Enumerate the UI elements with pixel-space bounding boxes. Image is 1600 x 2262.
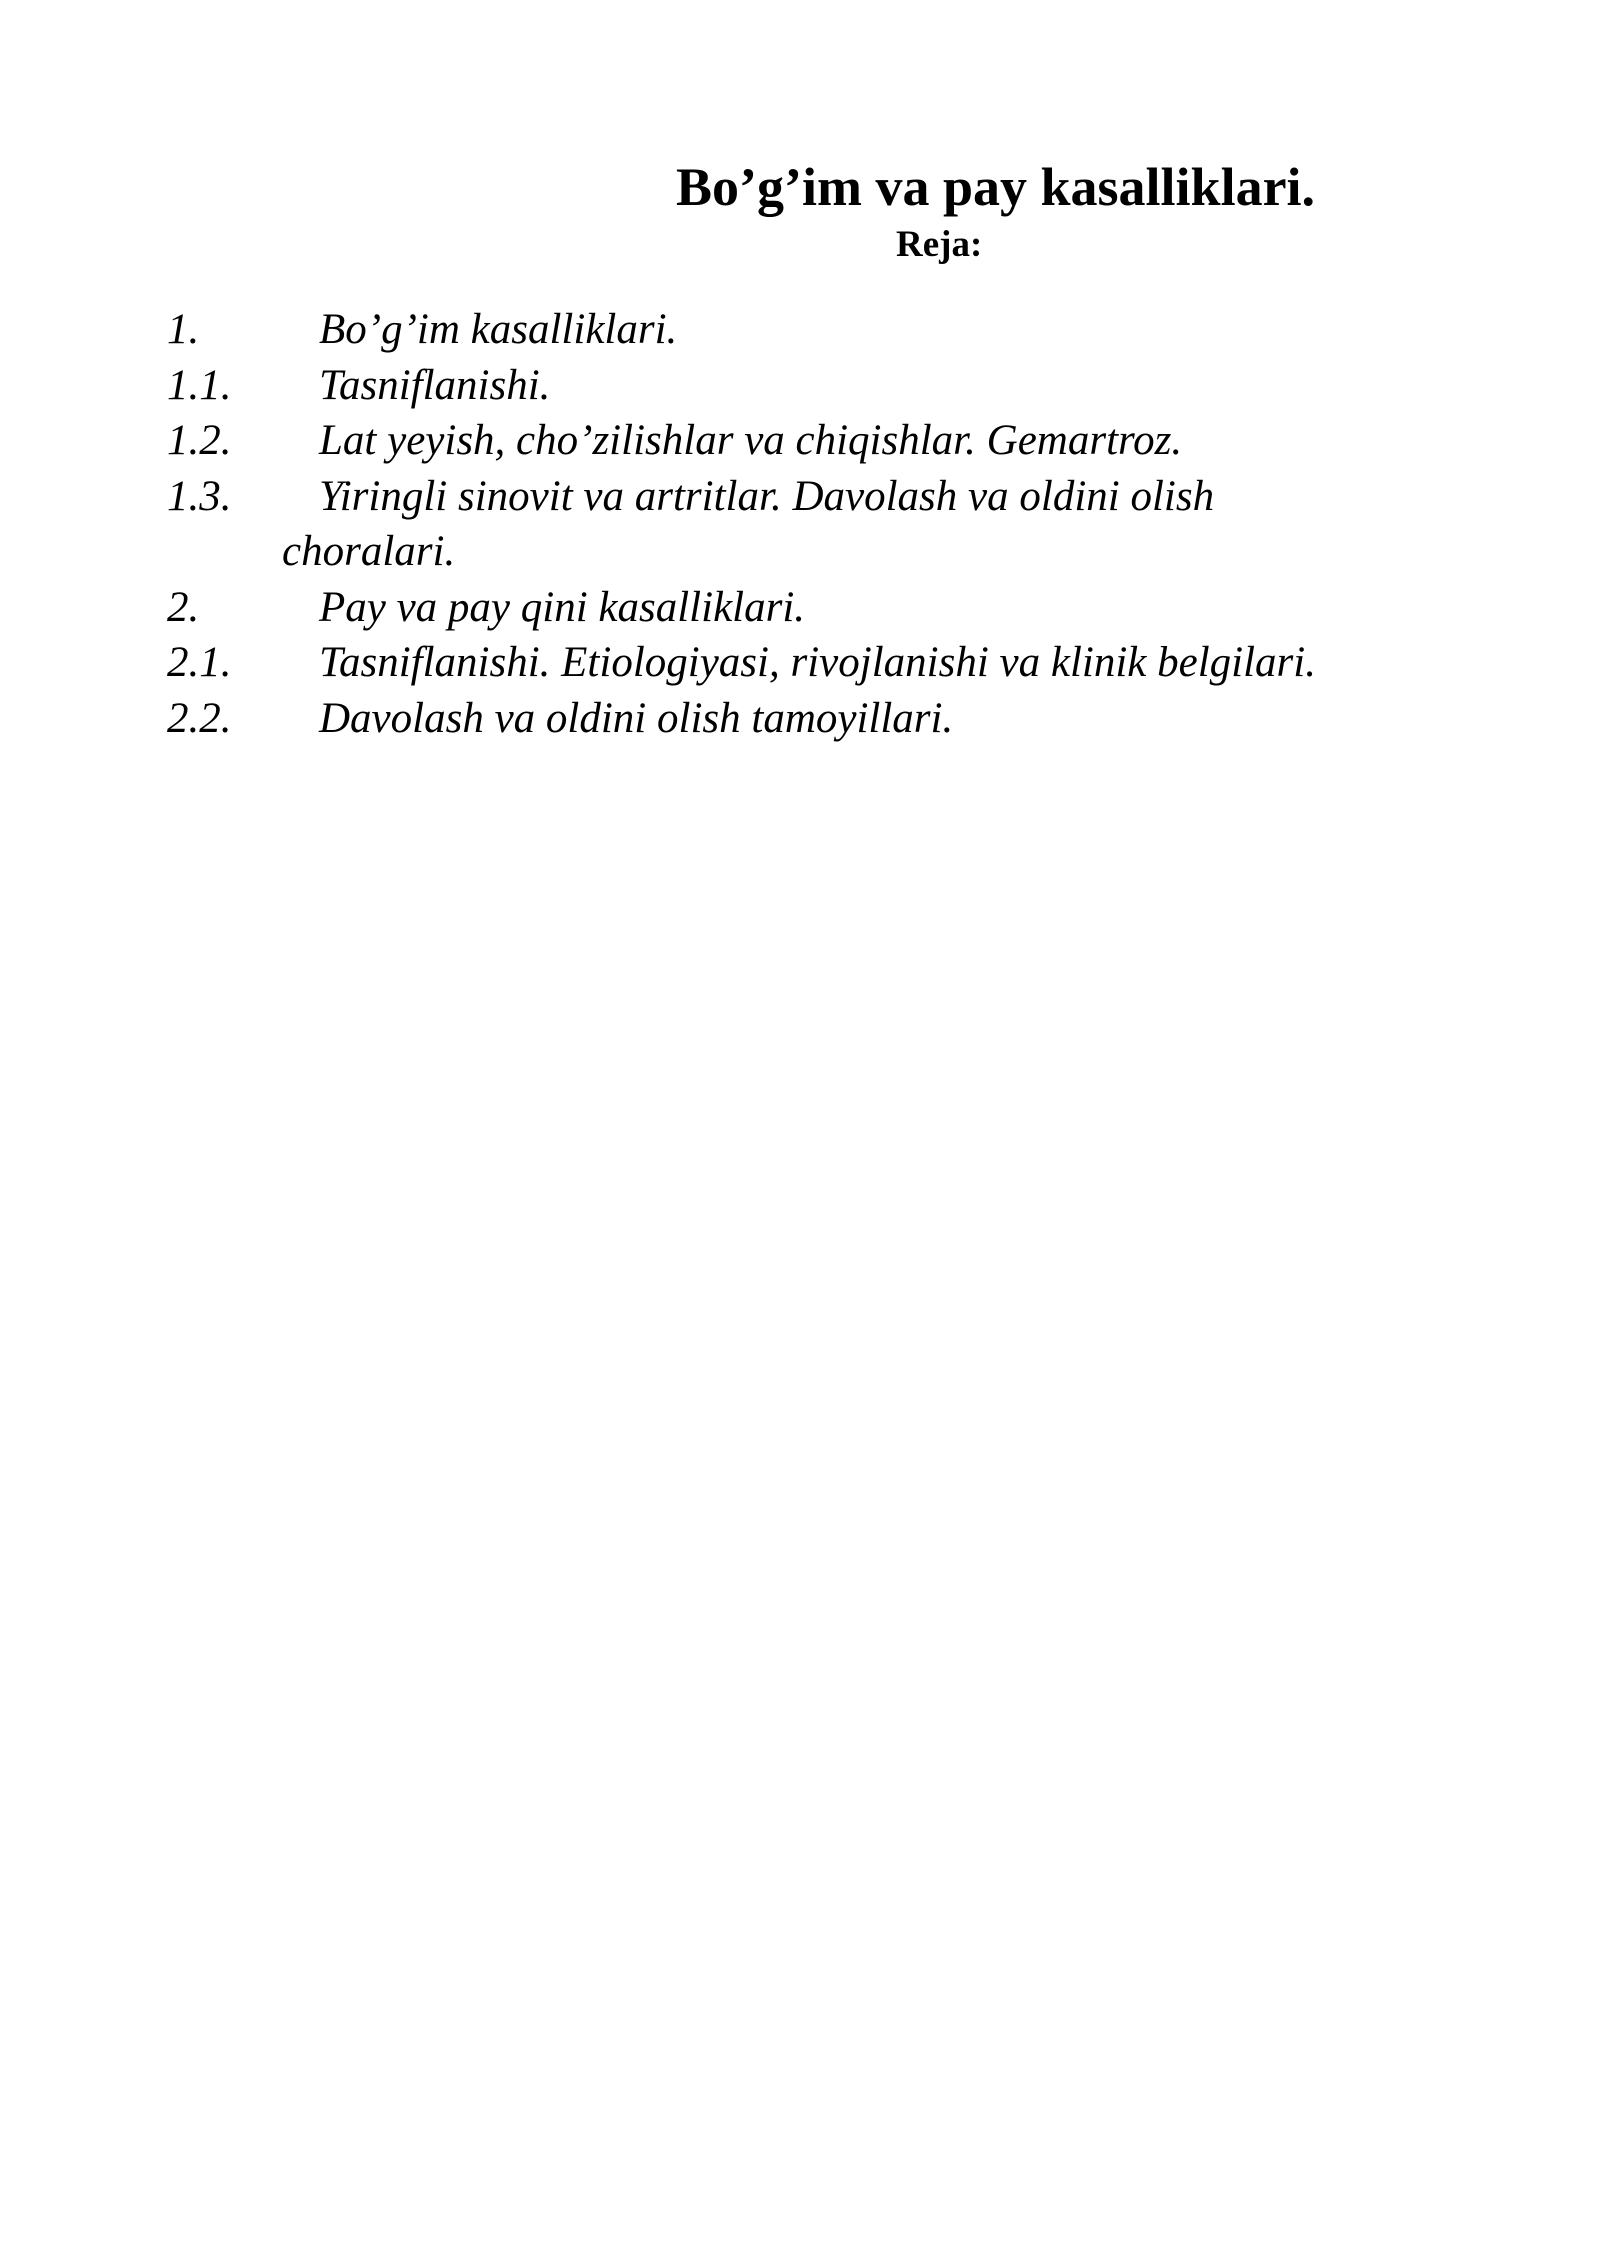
plan-item-text: Davolash va oldini olish tamoyillari. <box>319 694 954 742</box>
plan-item-text: Tasniflanishi. Etiologiyasi, rivojlanishi va klinik belgilari. <box>319 639 1316 686</box>
plan-item-text: Pay va pay qini kasalliklari. <box>319 583 806 631</box>
plan-item-number: 2.1. <box>167 639 232 686</box>
plan-item-number: 2. <box>167 583 200 631</box>
plan-item-number: 1.3. <box>167 472 232 520</box>
plan-item <box>167 302 1467 358</box>
plan-item-first-line <box>167 469 1467 525</box>
plan-item-text-continuation: choralari. <box>282 528 456 575</box>
plan-item <box>167 691 1467 747</box>
plan-item <box>167 580 1467 636</box>
plan-item-number: 1. <box>167 306 200 353</box>
plan-list <box>167 302 1467 746</box>
plan-item-text: Yiringli sinovit va artritlar. Davolash va oldini olish <box>319 472 1215 520</box>
plan-item <box>167 635 1467 691</box>
plan-heading: Reja: <box>896 224 983 265</box>
document-title: Bo’g’im va pay kasalliklari. <box>676 157 1316 217</box>
plan-item <box>167 413 1467 469</box>
plan-item <box>167 358 1467 414</box>
plan-item-text: Lat yeyish, cho’zilishlar va chiqishlar. Gemartroz. <box>319 417 1183 464</box>
plan-item-text: Tasniflanishi. <box>319 361 551 409</box>
plan-item-number: 2.2. <box>167 694 232 742</box>
plan-item-number: 1.2. <box>167 417 232 464</box>
plan-item <box>167 469 1467 580</box>
plan-item-text: Bo’g’im kasalliklari. <box>319 306 678 353</box>
plan-item-number: 1.1. <box>167 361 232 409</box>
